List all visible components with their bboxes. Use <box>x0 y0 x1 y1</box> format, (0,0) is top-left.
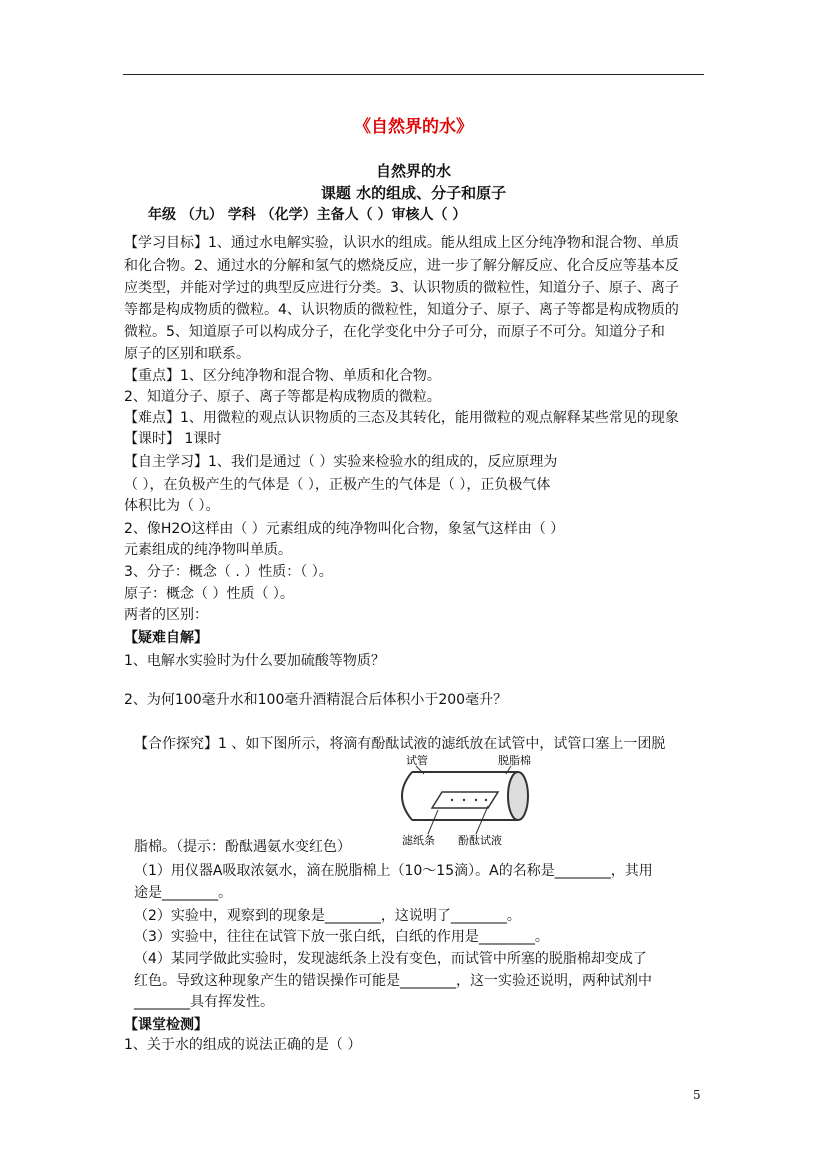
self-study-line: （ ），在负极产生的气体是（ ），正极产生的气体是（ ），正负极气体 <box>124 477 551 493</box>
key-points-line: 【重点】1、区分纯净物和混合物、单质和化合物。 <box>124 368 441 384</box>
cooperative-inquiry-line: 【合作探究】1 、如下图所示，将滴有酚酞试液的滤纸放在试管中，试管口塞上一团脱 <box>134 736 666 752</box>
meta-line: 年级 （九） 学科 （化学）主备人（ ）审核人（ ） <box>148 207 467 223</box>
self-study-line: 原子：概念（ ）性质（ ）。 <box>124 586 294 602</box>
paragraph-line: 原子的区别和联系。 <box>124 346 250 362</box>
hint-line: 脂棉。（提示：酚酞遇氨水变红色） <box>134 839 351 855</box>
header-rule <box>123 74 704 75</box>
paragraph-line: 和化合物。2、通过水的分解和氢气的燃烧反应，进一步了解分解反应、化合反应等基本反 <box>124 258 679 274</box>
question-line: （2）实验中，观察到的现象是________，这说明了________。 <box>134 908 521 924</box>
label-phenolphthalein: 酚酞试液 <box>458 834 502 847</box>
paragraph-line: 等都是构成物质的微粒。4、认识物质的微粒性，知道分子、原子、离子等都是构成物质的 <box>124 302 679 318</box>
question-line: （1）用仪器A吸取浓氨水，滴在脱脂棉上（10～15滴）。A的名称是________，其用 <box>134 863 653 879</box>
document-title: 《自然界的水》 <box>354 117 473 137</box>
lesson-topic: 课题 水的组成、分子和原子 <box>320 184 507 202</box>
question-line: 1、电解水实验时为什么要加硫酸等物质？ <box>124 653 385 669</box>
cotton-plug-icon <box>508 772 528 820</box>
question-line: 1、关于水的组成的说法正确的是（ ） <box>124 1037 362 1053</box>
self-study-line: 两者的区别： <box>124 607 208 623</box>
label-filter-paper: 滤纸条 <box>402 834 435 847</box>
paragraph-line: 微粒。5、知道原子可以构成分子，在化学变化中分子可分，而原子不可分。知道分子和 <box>124 324 665 340</box>
self-study-line: 【自主学习】1、我们是通过（ ）实验来检验水的组成的，反应原理为 <box>124 454 558 470</box>
self-study-line: 3、分子：概念（ . ）性质：（ ）。 <box>124 564 333 580</box>
self-study-line: 2、像H2O这样由（ ）元素组成的纯净物叫化合物，象氢气这样由（ ） <box>124 521 565 537</box>
question-line: （4）某同学做此实验时，发现滤纸条上没有变色，而试管中所塞的脱脂棉却变成了 <box>134 951 647 967</box>
paragraph-line: 【学习目标】1、通过水电解实验，认识水的组成。能从组成上区分纯净物和混合物、单质 <box>124 235 679 251</box>
test-tube-diagram <box>366 752 556 848</box>
self-study-line: 元素组成的纯净物叫单质。 <box>124 542 292 558</box>
question-line: 途是________。 <box>134 885 232 901</box>
label-tube: 试管 <box>406 754 428 767</box>
doubts-heading: 【疑难自解】 <box>124 630 208 646</box>
paragraph-line: 应类型，并能对学过的典型反应进行分类。3、认识物质的微粒性，知道分子、原子、离子 <box>124 280 679 296</box>
key-points-line: 2、知道分子、原子、离子等都是构成物质的微粒。 <box>124 389 441 405</box>
classroom-test-heading: 【课堂检测】 <box>124 1017 208 1033</box>
page-number: 5 <box>693 1088 701 1102</box>
question-line: ________具有挥发性。 <box>134 994 274 1010</box>
difficulty-line: 【难点】1、用微粒的观点认识物质的三态及其转化，能用微粒的观点解释某些常见的现象 <box>124 410 679 426</box>
section-heading: 自然界的水 <box>375 162 451 180</box>
question-line: 红色。导致这种现象产生的错误操作可能是________，这一实验还说明，两种试剂中 <box>134 973 652 989</box>
self-study-line: 体积比为（ ）。 <box>124 498 220 514</box>
question-line: （3）实验中，往往在试管下放一张白纸，白纸的作用是________。 <box>134 929 549 945</box>
class-hours-line: 【课时】 1课时 <box>124 431 222 447</box>
label-cotton: 脱脂棉 <box>498 754 531 767</box>
question-line: 2、为何100毫升水和100毫升酒精混合后体积小于200毫升？ <box>124 692 508 708</box>
